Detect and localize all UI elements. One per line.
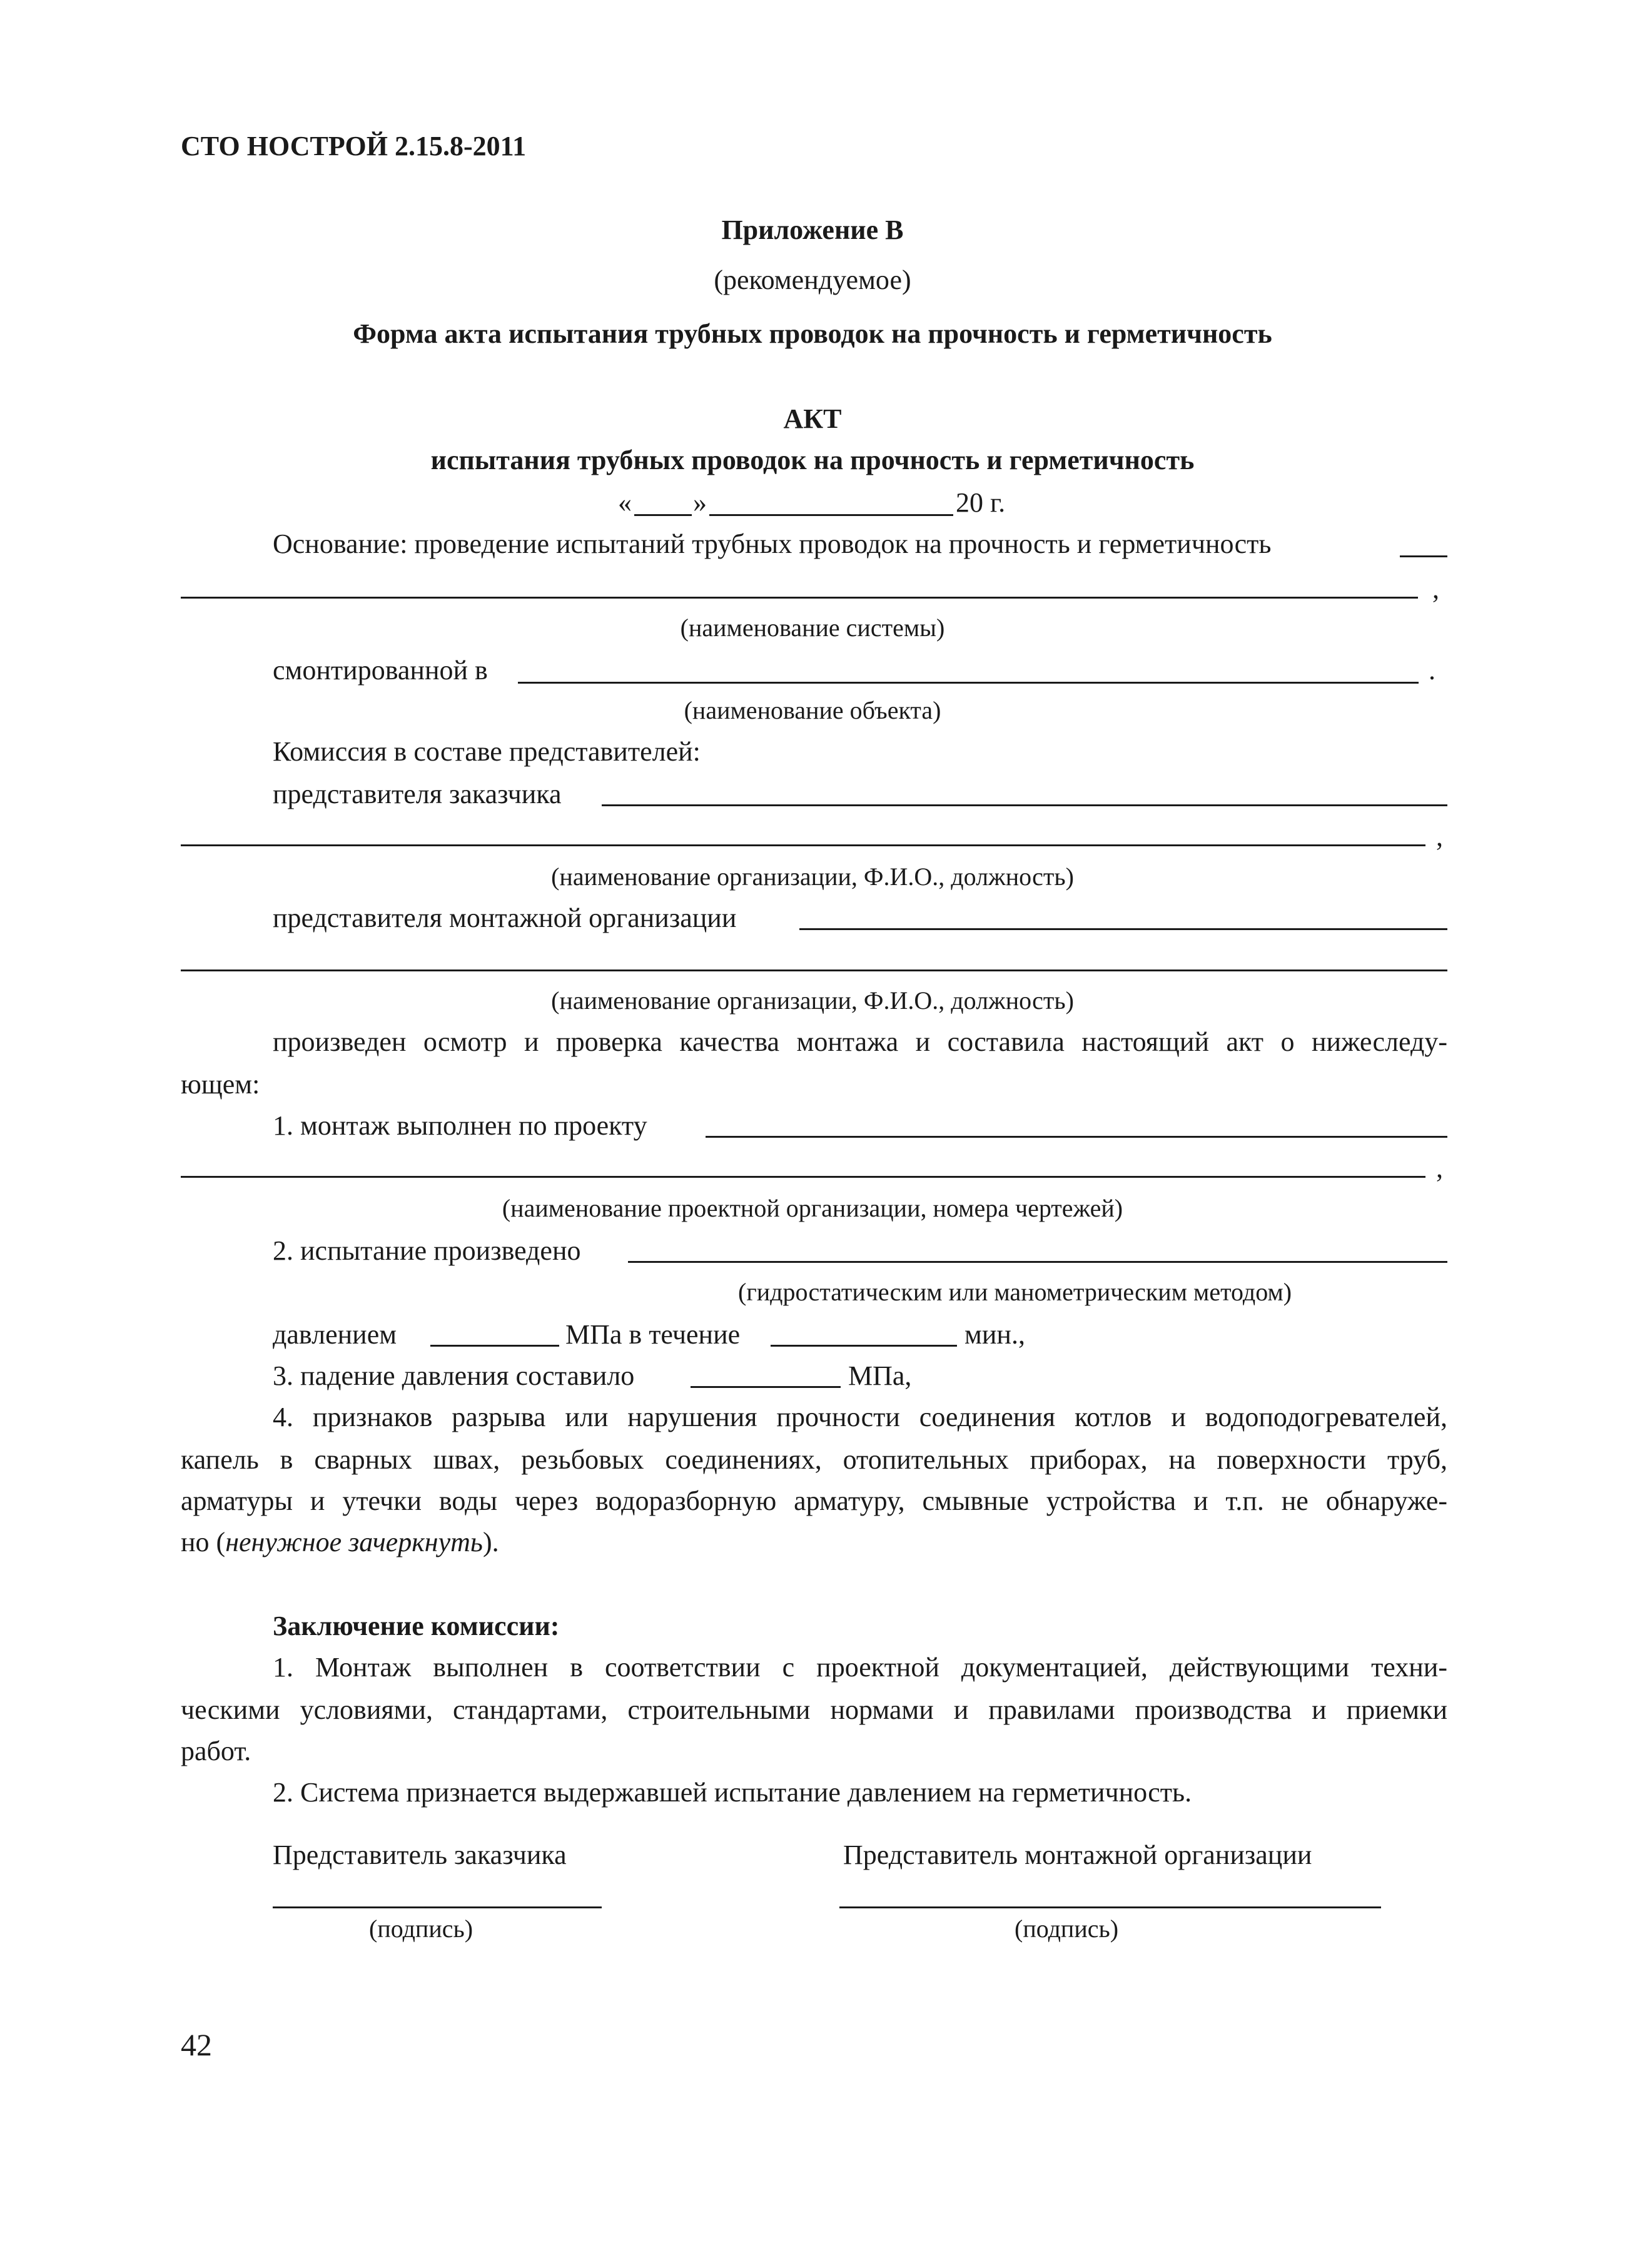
comma: ,	[1436, 821, 1443, 852]
installer-rep-field-2[interactable]	[181, 969, 1447, 971]
object-name-field[interactable]	[518, 682, 1419, 684]
item4-line3: арматуры и утечки воды через водоразборную арматуру, смывные устройства и т.п. не обнаруже-	[181, 1486, 1447, 1516]
installer-signature-field[interactable]	[839, 1906, 1381, 1908]
org-caption: (наименование организации, Ф.И.О., должность)	[551, 863, 1074, 891]
mpa-label: МПа,	[848, 1360, 912, 1391]
date-close-quote: »	[693, 487, 707, 518]
conclusion-p1-line3: работ.	[181, 1736, 251, 1766]
customer-rep-field-2[interactable]	[181, 844, 1425, 846]
pressure-label: давлением	[273, 1319, 397, 1350]
pressure-field[interactable]	[430, 1345, 559, 1347]
item4-line4: но (ненужное зачеркнуть).	[181, 1527, 499, 1557]
page-number: 42	[181, 2027, 212, 2062]
customer-rep-label: представителя заказчика	[273, 779, 562, 809]
system-caption: (наименование системы)	[680, 614, 945, 642]
conclusion-p1-line1: 1. Монтаж выполнен в соответствии с проектной документацией, действующими техни-	[273, 1652, 1447, 1683]
mpa-during-label: МПа в течение	[565, 1319, 741, 1350]
period: .	[1429, 655, 1435, 686]
signature-caption: (подпись)	[1015, 1915, 1119, 1943]
pressure-drop-field[interactable]	[691, 1386, 841, 1388]
item1-label: 1. монтаж выполнен по проекту	[273, 1110, 647, 1141]
document-code: СТО НОСТРОЙ 2.15.8-2011	[181, 131, 527, 161]
installer-signature-label: Представитель монтажной организации	[843, 1840, 1312, 1870]
customer-rep-field[interactable]	[602, 804, 1447, 806]
project-caption: (наименование проектной организации, номера чертежей)	[502, 1194, 1123, 1222]
act-subtitle: испытания трубных проводок на прочность и герметичность	[430, 445, 1195, 475]
form-title: Форма акта испытания трубных проводок на прочность и герметичность	[353, 318, 1272, 349]
basis-text: Основание: проведение испытаний трубных проводок на прочность и герметичность	[273, 529, 1272, 559]
inspection-text-line2: ющем:	[181, 1069, 260, 1100]
item3-label: 3. падение давления составило	[273, 1360, 635, 1391]
method-field[interactable]	[628, 1261, 1447, 1263]
signature-caption: (подпись)	[369, 1915, 473, 1943]
item2-label: 2. испытание произведено	[273, 1235, 581, 1266]
customer-signature-label: Представитель заказчика	[273, 1840, 567, 1870]
project-field[interactable]	[706, 1136, 1447, 1138]
basis-field-end[interactable]	[1400, 555, 1447, 557]
mounted-in-label: смонтированной в	[273, 655, 488, 686]
project-field-2[interactable]	[181, 1176, 1425, 1178]
date-month-field[interactable]	[709, 514, 953, 516]
item4-line2: капель в сварных швах, резьбовых соединениях, отопительных приборах, на поверхности труб,	[181, 1444, 1447, 1475]
conclusion-p1-line2: ческими условиями, стандартами, строительными нормами и правилами производства и приемки	[181, 1694, 1447, 1725]
conclusion-p2: 2. Система признается выдержавшей испытание давлением на герметичность.	[273, 1777, 1192, 1808]
commission-label: Комиссия в составе представителей:	[273, 736, 701, 767]
item4-line1: 4. признаков разрыва или нарушения прочности соединения котлов и водоподогревателей,	[273, 1402, 1447, 1432]
comma: ,	[1432, 574, 1439, 604]
appendix-status: (рекомендуемое)	[714, 265, 911, 295]
org-caption: (наименование организации, Ф.И.О., должность)	[551, 986, 1074, 1015]
appendix-title: Приложение В	[721, 215, 904, 245]
date-day-field[interactable]	[634, 514, 692, 516]
customer-signature-field[interactable]	[273, 1906, 602, 1908]
inspection-text-line1: произведен осмотр и проверка качества монтажа и составила настоящий акт о нижеследу-	[273, 1026, 1447, 1057]
date-open-quote: «	[618, 487, 632, 518]
conclusion-title: Заключение комиссии:	[273, 1611, 560, 1641]
comma: ,	[1436, 1153, 1443, 1183]
system-name-field[interactable]	[181, 597, 1418, 599]
item4-italic-note: ненужное зачеркнуть	[225, 1527, 483, 1557]
object-caption: (наименование объекта)	[684, 696, 941, 724]
method-caption: (гидростатическим или манометрическим методом)	[738, 1278, 1292, 1306]
installer-rep-label: представителя монтажной организации	[273, 903, 737, 933]
minutes-label: мин.,	[964, 1319, 1025, 1350]
duration-field[interactable]	[771, 1345, 957, 1347]
installer-rep-field[interactable]	[799, 928, 1447, 930]
act-title: АКТ	[783, 403, 842, 434]
date-year: 20 г.	[956, 487, 1006, 518]
